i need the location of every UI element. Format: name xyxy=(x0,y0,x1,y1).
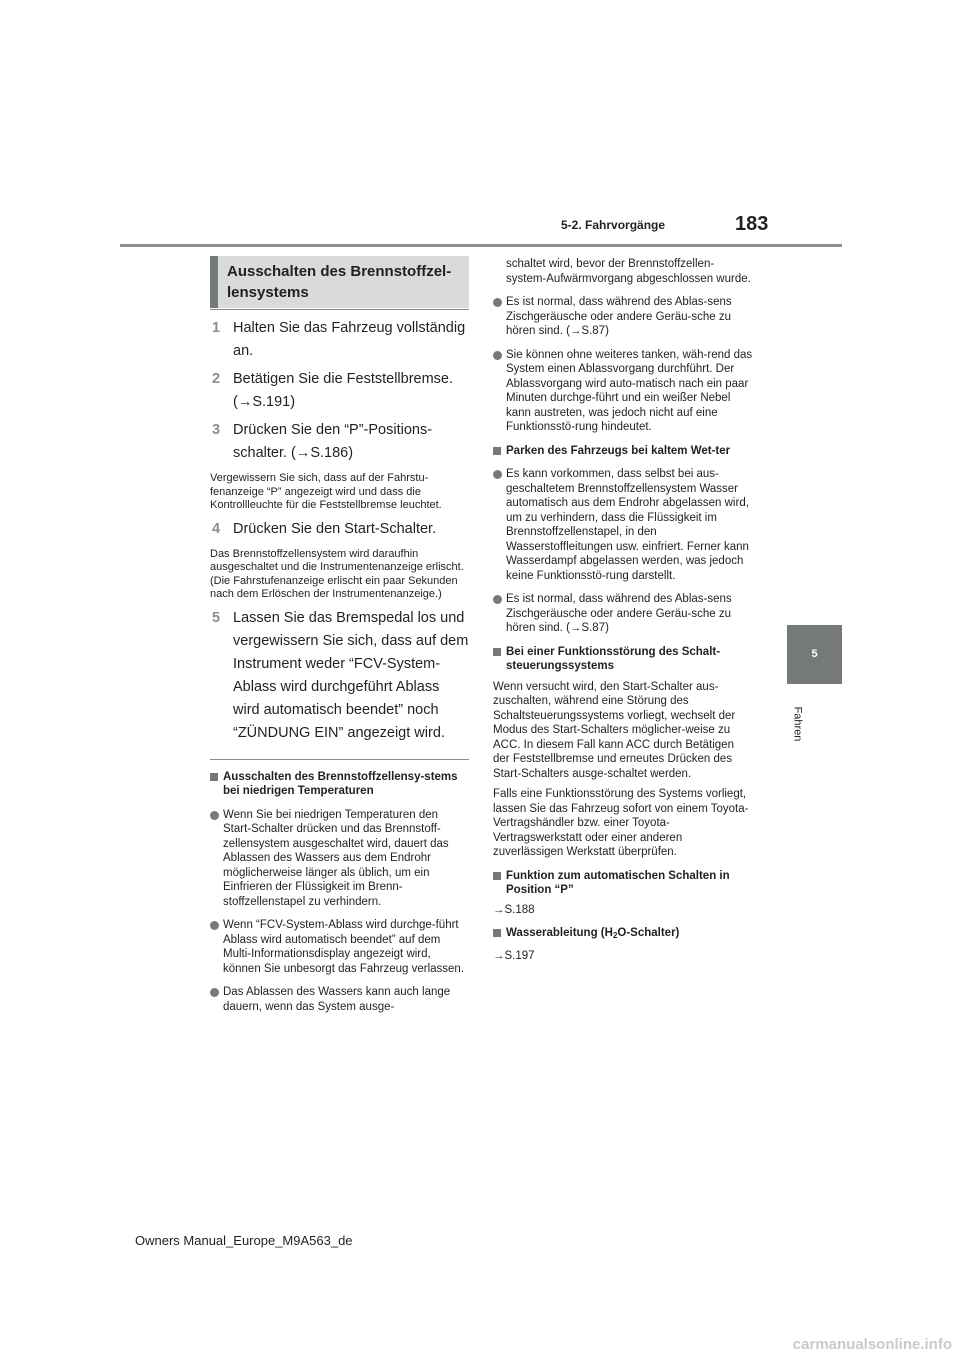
info-bullet: Es ist normal, dass während des Ablas-sens Zischgeräusche oder andere Geräu-sche zu hören sind. (→S.87) xyxy=(493,295,753,339)
left-column xyxy=(210,312,469,1014)
heading-underline xyxy=(210,309,469,310)
step-2 xyxy=(210,368,469,414)
step-5 xyxy=(210,607,469,745)
watermark: carmanualsonline.info xyxy=(792,1336,952,1353)
info-heading: Parken des Fahrzeugs bei kaltem Wet-ter xyxy=(493,444,753,459)
section-heading-text: Ausschalten des Brennstoffzel-lensystems xyxy=(227,263,452,301)
info-heading: Wasserableitung $(H_2O-Schalter)$ xyxy=(493,926,753,944)
info-bullet: Wenn Sie bei niedrigen Temperaturen den Start-Schalter drücken und das Brennstoff-zellensystem ausgeschaltet wird, dauert das Ablassen des Wassers aus dem Endrohr möglicherweise länger als üblich, um ein Einfrieren der Flüssigkeit im Brenn-stoffzellenstapel zu verhindern. xyxy=(210,808,469,910)
chapter-tab[interactable]: 5 xyxy=(787,625,842,684)
header-rule xyxy=(120,244,842,247)
chapter-name-text: Fahren xyxy=(791,706,804,742)
step-number: 5 xyxy=(212,609,221,626)
circle-bullet-icon xyxy=(493,298,502,307)
footer-text: Owners Manual_Europe_M9A563_de xyxy=(135,1233,353,1248)
circle-bullet-icon xyxy=(493,351,502,360)
step-text: Drücken Sie den “P”-Positions-schalter. (→S.186) xyxy=(233,422,433,461)
circle-bullet-icon xyxy=(210,988,219,997)
section-separator xyxy=(210,759,469,760)
chapter-name xyxy=(782,694,812,754)
info-bullet: Es kann vorkommen, dass selbst bei aus-geschaltetem Brennstoffzellensystem Wasser automatisch aus dem Endrohr abgelassen wird, um zu verhindern, dass die Flüssigkeit im Brennstoffzellenstapel, in den Wasserstoffleitungen usw. einfriert. Ferner kann Wasserdampf abgelassen werden, was jedoch keine Funktionsstö-rung darstellt. xyxy=(493,467,753,583)
step-number: 4 xyxy=(212,520,221,537)
section-heading xyxy=(210,256,469,308)
continued-text: schaltet wird, bevor der Brennstoffzellen-system-Aufwärmvorgang abgeschlossen wurde. xyxy=(506,258,751,285)
info-bullet: Das Ablassen des Wassers kann auch lange dauern, wenn das System ausge- xyxy=(210,985,469,1014)
info-heading: Funktion zum automatischen Schalten in Position “P” xyxy=(493,869,753,898)
paragraph: Falls eine Funktionsstörung des Systems vorliegt, lassen Sie das Fahrzeug sofort von einem Toyota-Vertragshändler bzw. einer Toyota-Vertragswerkstatt oder einer anderen zuverlässigen Werkstatt überprüfen. xyxy=(493,788,749,858)
square-bullet-icon xyxy=(493,648,501,656)
circle-bullet-icon xyxy=(493,470,502,479)
step-1 xyxy=(210,317,469,363)
square-bullet-icon xyxy=(493,872,501,880)
info-heading: Bei einer Funktionsstörung des Schalt-steuerungssystems xyxy=(493,645,753,674)
page-reference[interactable]: →S.188 xyxy=(493,903,535,916)
step-number: 1 xyxy=(212,320,221,336)
step-4 xyxy=(210,518,469,541)
step-text: Lassen Sie das Bremspedal los und vergewissern Sie sich, dass auf dem Instrument weder “FCV-System-Ablass wird durchgeführt Ablass wird automatisch beendet” noch “ZÜNDUNG EIN” angezeigt wird. xyxy=(233,609,469,741)
info-bullet: Wenn “FCV-System-Ablass wird durchge-führt Ablass wird automatisch beendet” auf dem Multi-Informationsdisplay angezeigt wird, können Sie unbesorgt das Fahrzeug verlassen. xyxy=(210,918,469,976)
step-text: Drücken Sie den Start-Schalter. xyxy=(233,520,437,537)
square-bullet-icon xyxy=(493,929,501,937)
step-note: Das Brennstoffzellensystem wird daraufhin ausgeschaltet und die Instrumentenanzeige erlischt. (Die Fahrstufenanzeige erlischt ein paar Sekunden nach dem Erlöschen der Instrumentenanzeige.) xyxy=(210,547,464,600)
step-number: 2 xyxy=(212,371,221,387)
info-heading: Ausschalten des Brennstoffzellensy-stems bei niedrigen Temperaturen xyxy=(210,770,469,799)
circle-bullet-icon xyxy=(493,595,502,604)
step-text: Halten Sie das Fahrzeug vollständig an. xyxy=(233,320,466,359)
page-number: 183 xyxy=(735,213,769,235)
info-bullet: Es ist normal, dass während des Ablas-sens Zischgeräusche oder andere Geräu-sche zu hören sind. (→S.87) xyxy=(493,592,753,636)
circle-bullet-icon xyxy=(210,811,219,820)
step-3 xyxy=(210,419,469,465)
heading-accent-bar xyxy=(210,256,218,308)
right-column xyxy=(493,257,753,963)
step-note: Vergewissern Sie sich, dass auf der Fahrstu-fenanzeige “P” angezeigt wird und dass die Kontrollleuchte für die Feststellbremse leuchtet. xyxy=(210,472,442,511)
page-reference[interactable]: →S.197 xyxy=(493,949,535,962)
step-number: 3 xyxy=(212,422,221,438)
circle-bullet-icon xyxy=(210,921,219,930)
paragraph: Wenn versucht wird, den Start-Schalter aus-zuschalten, während eine Störung des Schaltsteuerungssystems vorliegt, wechselt der Modus des Start-Schalters möglicher-weise zu ACC. In diesem Fall kann ACC durch Betätigen der Feststellbremse und erneutes Drücken des Start-Schalters ausge-schaltet werden. xyxy=(493,680,736,780)
section-label: 5-2. Fahrvorgänge xyxy=(561,218,666,232)
square-bullet-icon xyxy=(493,447,501,455)
info-bullet: Sie können ohne weiteres tanken, wäh-rend das System einen Ablassvorgang durchführt. Der Ablassvorgang wird auto-matisch nach ein paar Minuten durchge-führt und ein weißer Nebel kann austreten, was jedoch nicht auf eine Funktionsstö-rung hindeutet. xyxy=(493,348,753,435)
step-text: Betätigen Sie die Feststellbremse. (→S.191) xyxy=(233,371,454,410)
square-bullet-icon xyxy=(210,773,218,781)
